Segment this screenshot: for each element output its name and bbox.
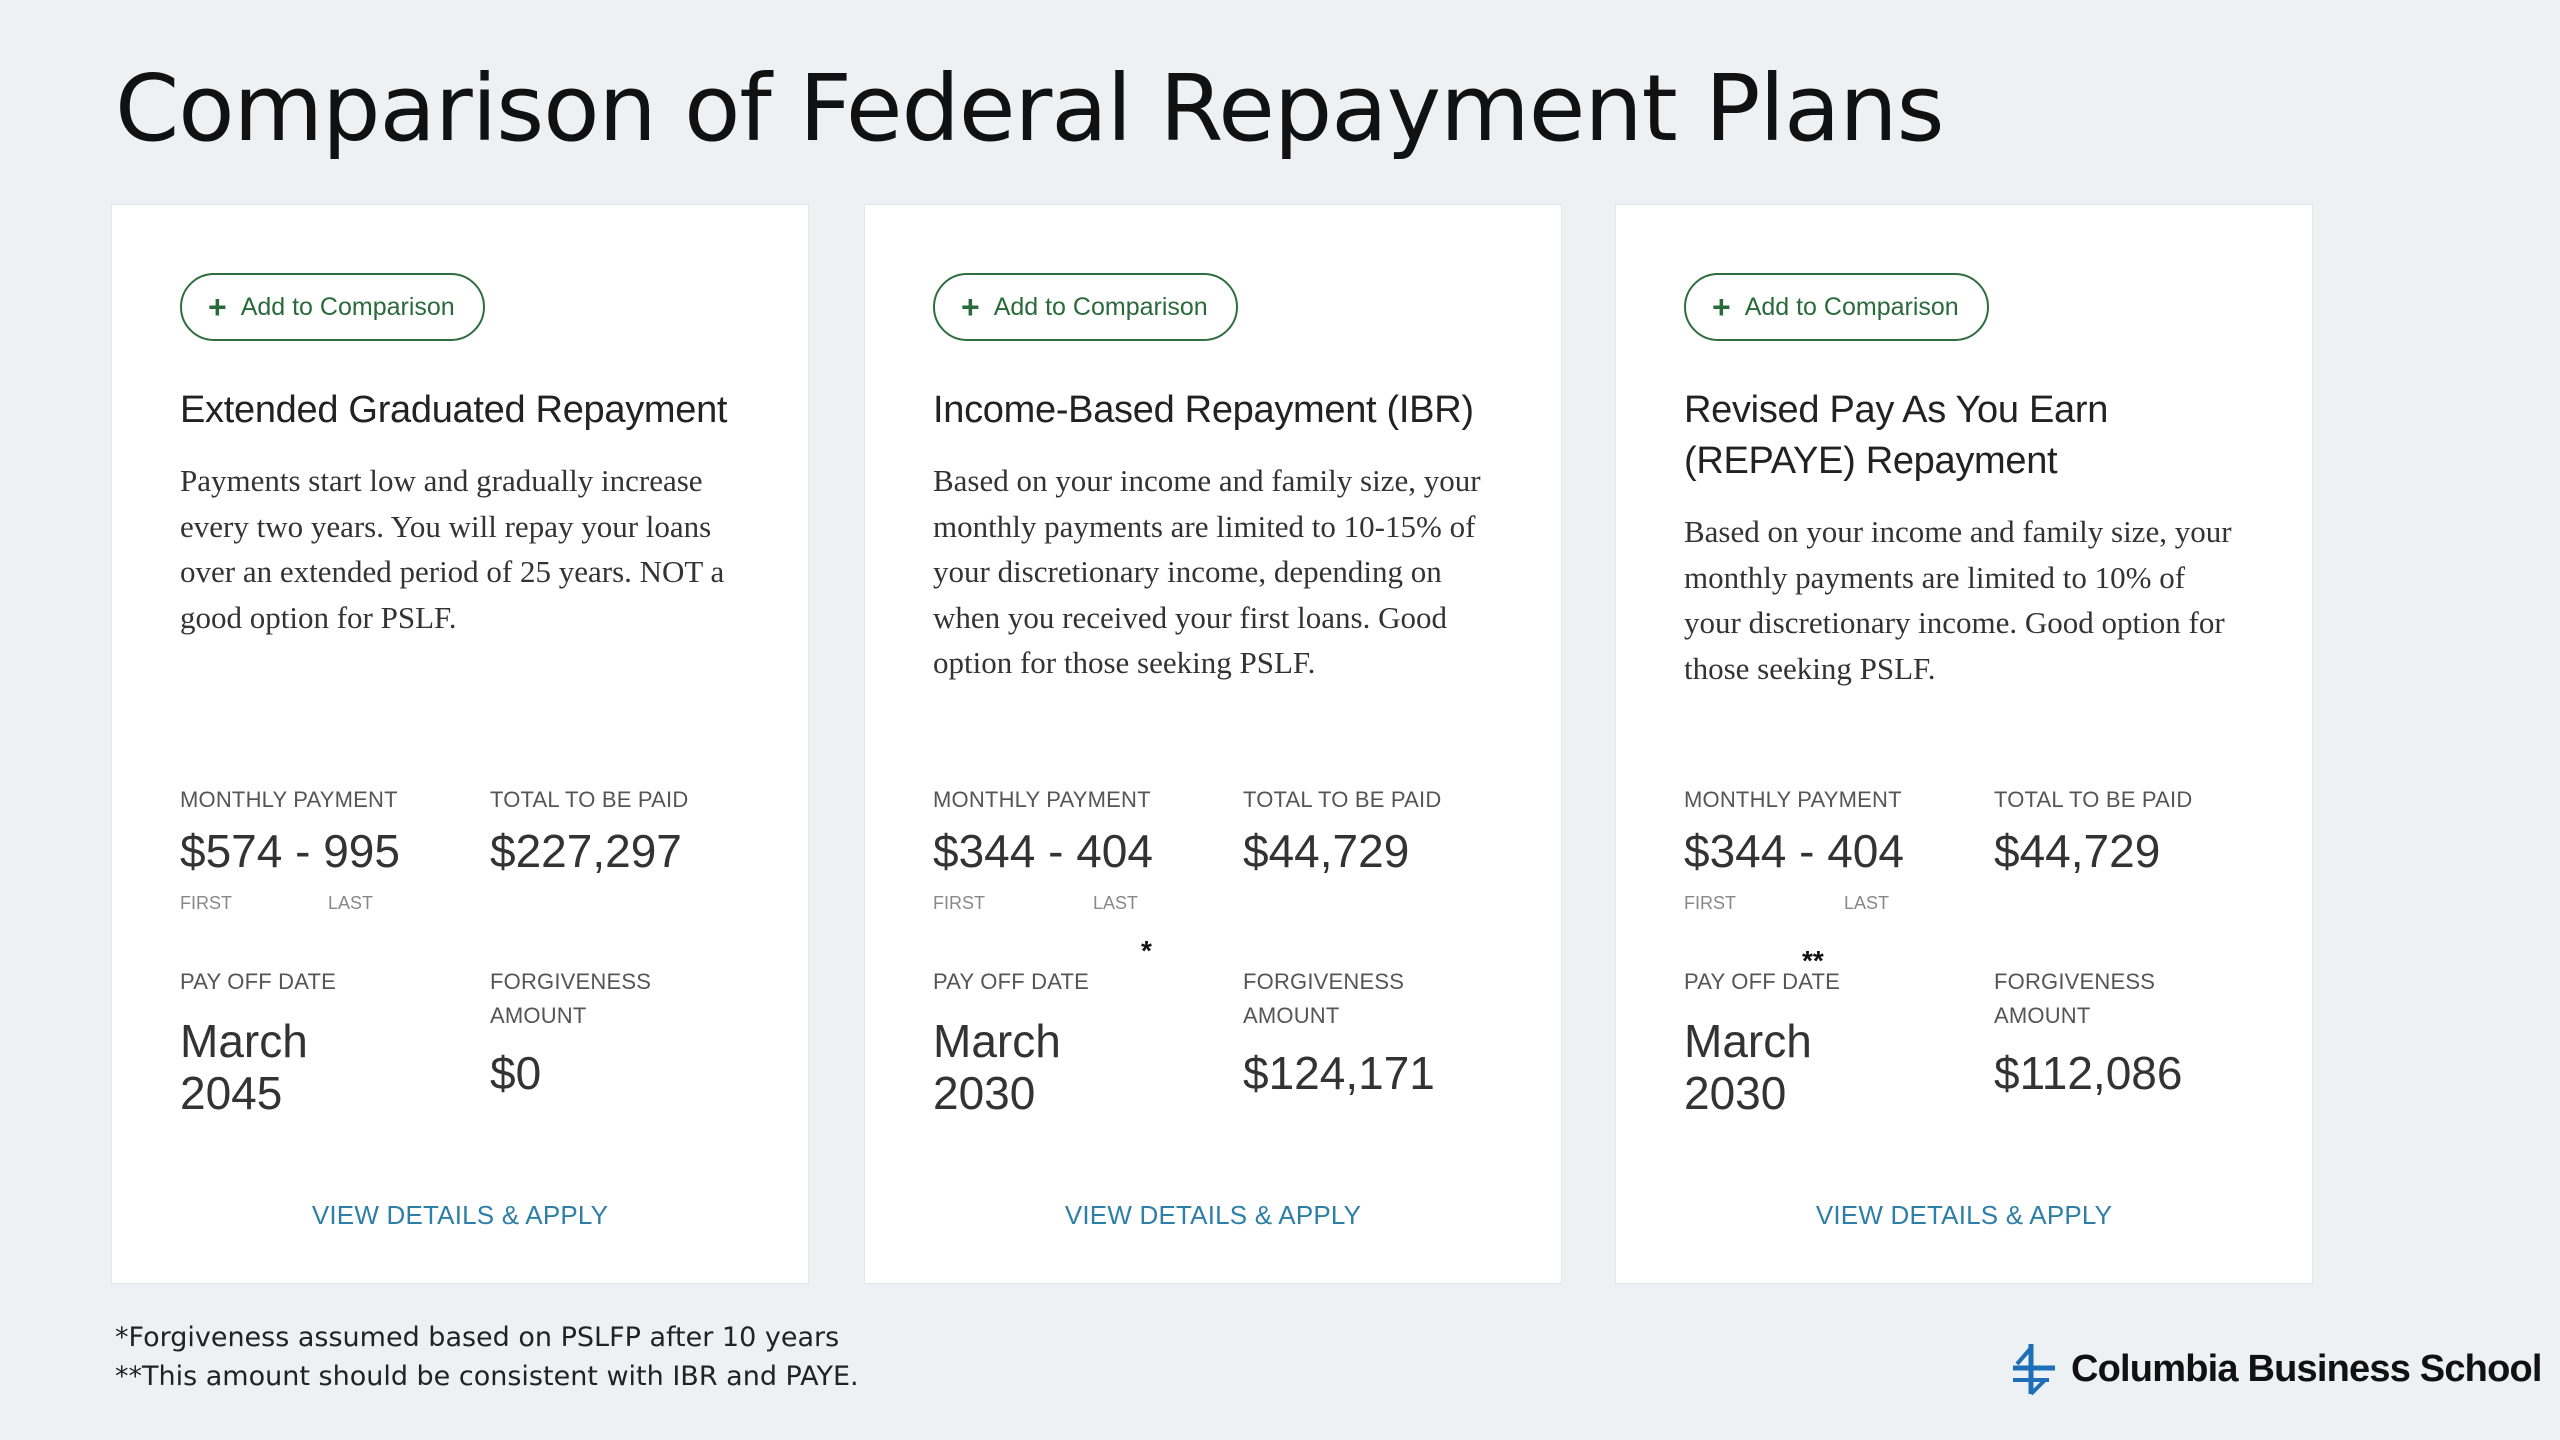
pay-off-date-label: PAY OFF DATE: [933, 969, 1090, 994]
plan-cards: [112, 205, 2324, 1283]
total-paid-value: $227,297: [490, 825, 682, 877]
plan-metrics: [180, 783, 780, 1143]
pay-off-date-value: March 2045: [180, 1015, 308, 1119]
view-details-apply-link[interactable]: VIEW DETAILS & APPLY: [1815, 1200, 2113, 1230]
forgiveness-value: $124,171: [1243, 1047, 1435, 1099]
add-to-comparison-label: Add to Comparison: [993, 292, 1208, 321]
forgiveness-value: $0: [490, 1047, 542, 1099]
plan-description: Based on your income and family size, your monthly payments are limited to 10-15% of your discretionary income, depending on when you received your first loans. Good option for those seeking PSLF.: [933, 463, 1481, 680]
footnote-marker: *: [1141, 935, 1152, 966]
footnotes: [115, 1318, 859, 1396]
view-details-apply-link[interactable]: VIEW DETAILS & APPLY: [1064, 1200, 1362, 1230]
last-label: LAST: [1844, 893, 1890, 913]
plan-description: Based on your income and family size, your monthly payments are limited to 10% of your discretionary income. Good option for those seeking PSLF.: [1684, 514, 2232, 686]
plan-title: Income-Based Repayment (IBR): [933, 389, 1474, 431]
footnote-consistency: **This amount should be consistent with IBR and PAYE.: [115, 1361, 859, 1392]
forgiveness-label: FORGIVENESS AMOUNT: [1994, 969, 2156, 1028]
total-paid-label: TOTAL TO BE PAID: [1243, 787, 1442, 812]
forgiveness-label: FORGIVENESS AMOUNT: [1243, 969, 1405, 1028]
first-label: FIRST: [180, 893, 232, 913]
pay-off-date-value: March 2030: [933, 1015, 1061, 1119]
first-label: FIRST: [1684, 893, 1736, 913]
total-paid-label: TOTAL TO BE PAID: [490, 787, 689, 812]
add-to-comparison-button[interactable]: [1684, 273, 1989, 341]
last-label: LAST: [1093, 893, 1139, 913]
page-title: Comparison of Federal Repayment Plans: [115, 55, 1944, 162]
pay-off-date-label: PAY OFF DATE: [180, 969, 337, 994]
plan-card-repaye: [1616, 205, 2312, 1283]
plus-icon: +: [208, 289, 227, 325]
plan-description: Payments start low and gradually increase every two years. You will repay your loans over an extended period of 25 years. NOT a good option for PSLF.: [180, 463, 725, 635]
plan-title: Extended Graduated Repayment: [180, 389, 728, 431]
plan-card-extended-graduated: [112, 205, 808, 1283]
add-to-comparison-button[interactable]: [933, 273, 1238, 341]
forgiveness-value: $112,086: [1994, 1047, 2183, 1099]
monthly-payment-label: MONTHLY PAYMENT: [180, 787, 398, 812]
plan-card-ibr: [865, 205, 1561, 1283]
plan-metrics: [1684, 783, 2284, 1143]
plus-icon: +: [961, 289, 980, 325]
pay-off-date-value: March 2030: [1684, 1015, 1812, 1119]
monthly-payment-label: MONTHLY PAYMENT: [933, 787, 1151, 812]
plan-metrics: [933, 783, 1533, 1143]
plus-icon: +: [1712, 289, 1731, 325]
monthly-payment-value: $344 - 404: [933, 825, 1153, 877]
pay-off-date-label: PAY OFF DATE: [1684, 969, 1841, 994]
last-label: LAST: [328, 893, 374, 913]
monthly-payment-value: $344 - 404: [1684, 825, 1904, 877]
total-paid-value: $44,729: [1243, 825, 1410, 877]
footnote-marker: **: [1802, 945, 1824, 976]
add-to-comparison-label: Add to Comparison: [240, 292, 455, 321]
plan-title: Revised Pay As You Earn (REPAYE) Repayment: [1684, 389, 2109, 482]
logo-text: Columbia Business School: [2071, 1347, 2542, 1390]
forgiveness-label: FORGIVENESS AMOUNT: [490, 969, 652, 1028]
monthly-payment-label: MONTHLY PAYMENT: [1684, 787, 1902, 812]
total-paid-value: $44,729: [1994, 825, 2161, 877]
columbia-business-school-logo: [2005, 1340, 2542, 1398]
view-details-apply-link[interactable]: VIEW DETAILS & APPLY: [311, 1200, 609, 1230]
monthly-payment-value: $574 - 995: [180, 825, 400, 877]
add-to-comparison-button[interactable]: [180, 273, 485, 341]
add-to-comparison-label: Add to Comparison: [1744, 292, 1959, 321]
columbia-crown-icon: [2005, 1340, 2063, 1398]
footnote-forgiveness: *Forgiveness assumed based on PSLFP after 10 years: [115, 1322, 840, 1353]
total-paid-label: TOTAL TO BE PAID: [1994, 787, 2193, 812]
first-label: FIRST: [933, 893, 985, 913]
